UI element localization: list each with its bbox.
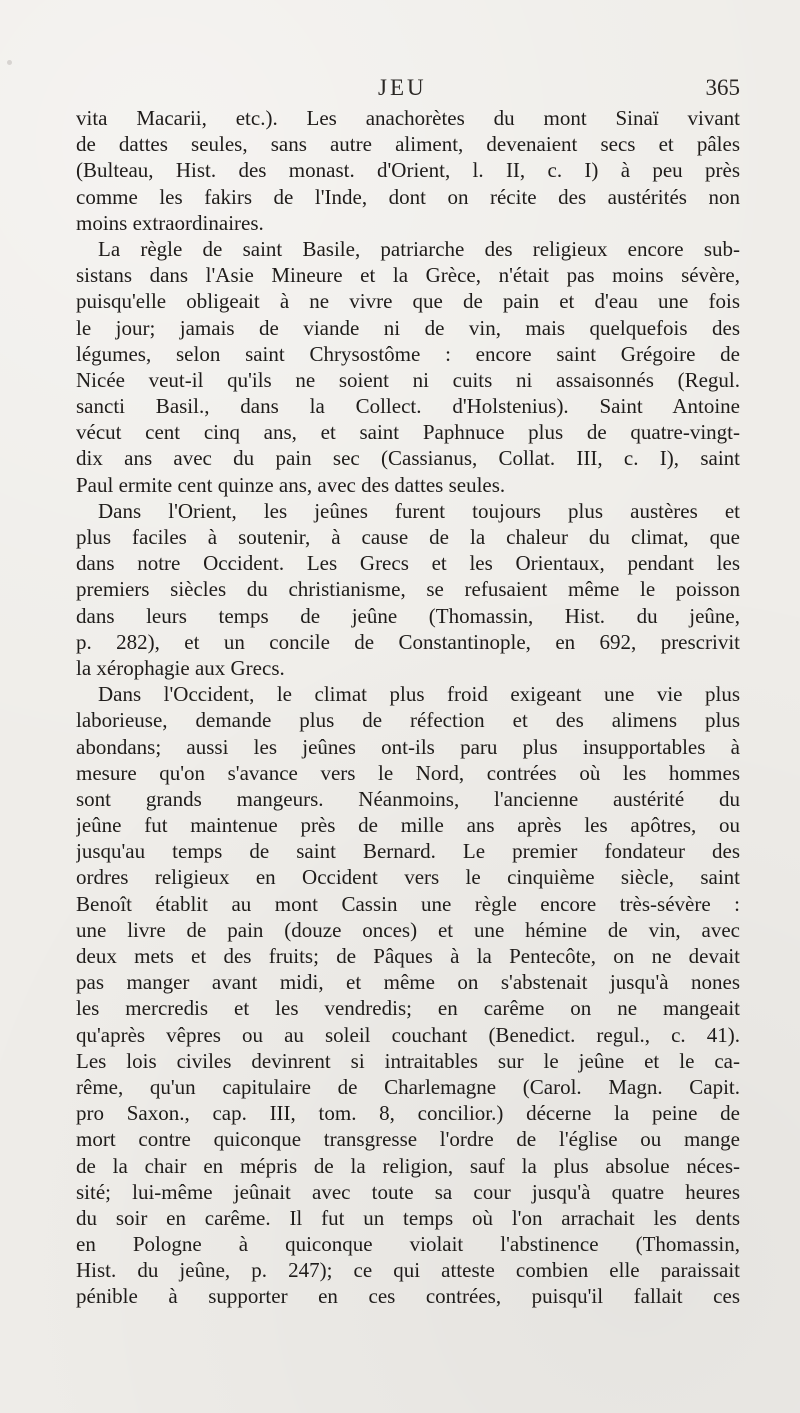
text-line: pro Saxon., cap. III, tom. 8, concilior.) décerne la peine de (76, 1101, 740, 1126)
text-line: pénible à supporter en ces contrées, puisqu'il fallait ces (76, 1284, 740, 1309)
text-line: légumes, selon saint Chrysostôme : encore saint Grégoire de (76, 341, 740, 366)
text-line: abondans; aussi les jeûnes ont-ils paru plus insupportables à (76, 734, 740, 759)
text-line: sont grands mangeurs. Néanmoins, l'ancienne austérité du (76, 786, 740, 811)
paragraph-first-line: La règle de saint Basile, patriarche des religieux encore sub- (98, 236, 740, 261)
page-number: 365 (705, 75, 740, 100)
text-line: comme les fakirs de l'Inde, dont on récite des austérités non (76, 184, 740, 209)
text-line: rême, qu'un capitulaire de Charlemagne (Carol. Magn. Capit. (76, 1074, 740, 1099)
text-line: du soir en carême. Il fut un temps où l'on arrachait les dents (76, 1205, 740, 1230)
text-line: les mercredis et les vendredis; en carême on ne mangeait (76, 996, 740, 1021)
text-line: le jour; jamais de viande ni de vin, mais quelquefois des (76, 315, 740, 340)
body-text (76, 105, 740, 1310)
text-line: pas manger avant midi, et même on s'abstenait jusqu'à nones (76, 970, 740, 995)
paragraph-first-line: Dans l'Occident, le climat plus froid exigeant une vie plus (98, 682, 740, 707)
text-line: premiers siècles du christianisme, se refusaient même le poisson (76, 577, 740, 602)
text-line: puisqu'elle obligeait à ne vivre que de pain et d'eau une fois (76, 289, 740, 314)
text-line: moins extraordinaires. (76, 210, 264, 235)
text-line: mesure qu'on s'avance vers le Nord, contrées où les hommes (76, 760, 740, 785)
text-line: p. 282), et un concile de Constantinople, en 692, prescrivit (76, 629, 740, 654)
text-line: dans leurs temps de jeûne (Thomassin, Hist. du jeûne, (76, 603, 740, 628)
text-line: dans notre Occident. Les Grecs et les Orientaux, pendant les (76, 551, 740, 576)
text-line: jeûne fut maintenue près de mille ans après les apôtres, ou (76, 813, 740, 838)
text-line: la xérophagie aux Grecs. (76, 655, 285, 680)
text-line: jusqu'au temps de saint Bernard. Le premier fondateur des (76, 839, 740, 864)
text-line: sité; lui-même jeûnait avec toute sa cour jusqu'à quatre heures (76, 1179, 740, 1204)
text-line: sistans dans l'Asie Mineure et la Grèce, n'était pas moins sévère, (76, 263, 740, 288)
text-line: mort contre quiconque transgresse l'ordre de l'église ou mange (76, 1127, 740, 1152)
text-line: en Pologne à quiconque violait l'abstinence (Thomassin, (76, 1232, 740, 1257)
text-line: deux mets et des fruits; de Pâques à la Pentecôte, on ne devait (76, 944, 740, 968)
text-line: une livre de pain (douze onces) et une hémine de vin, avec (76, 917, 740, 942)
text-line: de la chair en mépris de la religion, sauf la plus absolue néces- (76, 1153, 740, 1178)
page-header (76, 72, 740, 106)
text-line: Les lois civiles devinrent si intraitables sur le jeûne et le ca- (76, 1048, 740, 1073)
text-line: qu'après vêpres ou au soleil couchant (Benedict. regul., c. 41). (76, 1022, 740, 1047)
running-title: JEU (378, 75, 427, 100)
text-line: (Bulteau, Hist. des monast. d'Orient, l. II, c. I) à peu près (76, 158, 740, 183)
paper-speck (7, 60, 12, 65)
text-line: sancti Basil., dans la Collect. d'Holstenius). Saint Antoine (76, 394, 740, 419)
text-line: Hist. du jeûne, p. 247); ce qui atteste combien elle paraissait (76, 1258, 740, 1283)
text-line: Paul ermite cent quinze ans, avec des dattes seules. (76, 472, 506, 497)
text-line: vécut cent cinq ans, et saint Paphnuce plus de quatre-vingt- (76, 420, 740, 445)
text-line: plus faciles à soutenir, à cause de la chaleur du climat, que (76, 525, 740, 549)
paragraph-first-line: Dans l'Orient, les jeûnes furent toujours plus austères et (98, 498, 740, 523)
text-line: Nicée veut-il qu'ils ne soient ni cuits ni assaisonnés (Regul. (76, 367, 740, 392)
text-line: laborieuse, demande plus de réfection et des alimens plus (76, 708, 740, 733)
text-line: dix ans avec du pain sec (Cassianus, Collat. III, c. I), saint (76, 446, 740, 471)
text-line: ordres religieux en Occident vers le cinquième siècle, saint (76, 865, 740, 890)
text-line: vita Macarii, etc.). Les anachorètes du mont Sinaï vivant (76, 106, 740, 130)
text-line: de dattes seules, sans autre aliment, devenaient secs et pâles (76, 132, 740, 157)
text-line: Benoît établit au mont Cassin une règle encore très-sévère : (76, 891, 740, 916)
